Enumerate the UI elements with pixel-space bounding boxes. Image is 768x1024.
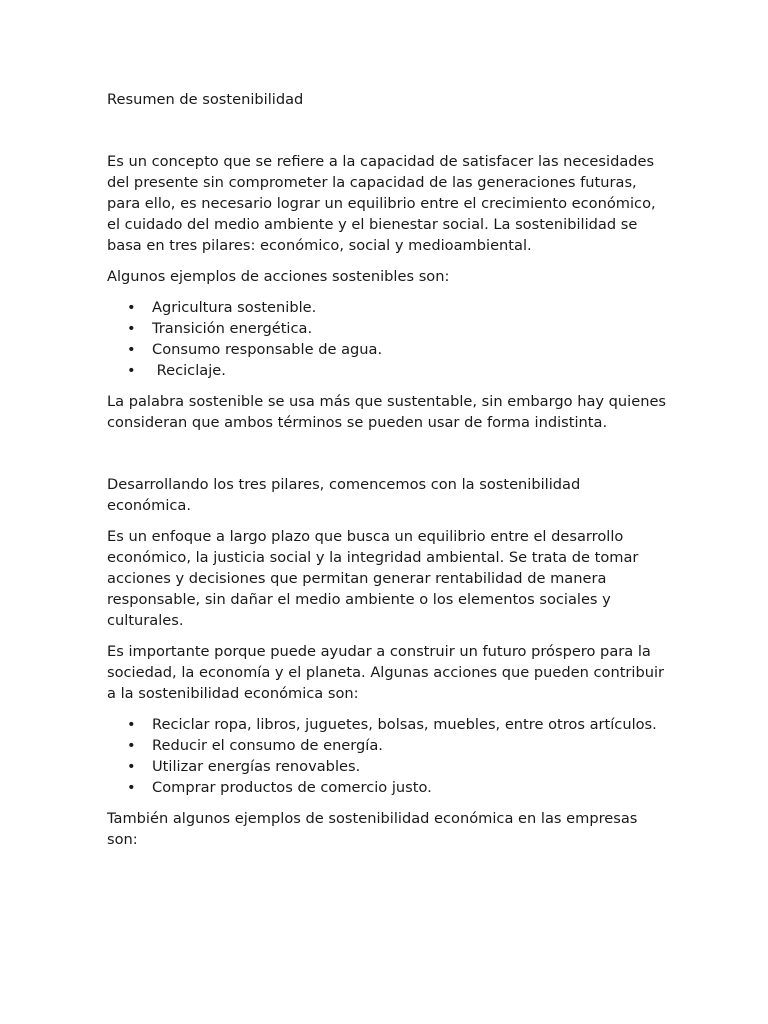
- document-page: [107, 89, 667, 860]
- bullet-icon: •: [127, 737, 136, 754]
- list-item: [107, 714, 667, 735]
- list-item: [107, 777, 667, 798]
- list-item: [107, 339, 667, 360]
- list-item: [107, 756, 667, 777]
- bullet-icon: •: [127, 362, 136, 379]
- examples-list: [107, 297, 667, 381]
- list-item-text: Consumo responsable de agua.: [152, 341, 383, 358]
- spacer: [107, 110, 667, 151]
- bullet-icon: •: [127, 299, 136, 316]
- pillars-intro: Desarrollando los tres pilares, comencemos con la sostenibilidad económica.: [107, 476, 581, 514]
- spacer: [107, 443, 667, 474]
- bullet-icon: •: [127, 320, 136, 337]
- economic-definition-paragraph: Es un enfoque a largo plazo que busca un equilibrio entre el desarrollo económico, la justicia social y la integridad ambiental. Se trata de tomar acciones y decisiones que permitan generar rentabilidad de manera responsable, sin dañar el medio ambiente o los elementos sociales y culturales.: [107, 528, 639, 629]
- document-title: Resumen de sostenibilidad: [107, 91, 304, 108]
- bullet-icon: •: [127, 341, 136, 358]
- business-examples-intro: También algunos ejemplos de sostenibilidad económica en las empresas son:: [107, 810, 638, 848]
- bullet-icon: •: [127, 758, 136, 775]
- economic-actions-list: [107, 714, 667, 798]
- list-item-text: Transición energética.: [152, 320, 313, 337]
- list-item-text: Utilizar energías renovables.: [152, 758, 361, 775]
- list-item: [107, 297, 667, 318]
- list-item: [107, 318, 667, 339]
- list-item: [107, 360, 667, 381]
- list-item-text: Reducir el consumo de energía.: [152, 737, 383, 754]
- list-item-text: Reciclaje.: [152, 362, 226, 379]
- importance-paragraph: Es importante porque puede ayudar a construir un futuro próspero para la sociedad, la economía y el planeta. Algunas acciones que pueden contribuir a la sostenibilidad económica son:: [107, 643, 665, 702]
- bullet-icon: •: [127, 716, 136, 733]
- list-item-text: Agricultura sostenible.: [152, 299, 317, 316]
- bullet-icon: •: [127, 779, 136, 796]
- sustainable-paragraph: La palabra sostenible se usa más que sustentable, sin embargo hay quienes consideran que ambos términos se pueden usar de forma indistinta.: [107, 393, 667, 431]
- intro-paragraph: Es un concepto que se refiere a la capacidad de satisfacer las necesidades del presente sin comprometer la capacidad de las generaciones futuras, para ello, es necesario lograr un equilibrio entre el crecimiento económico, el cuidado del medio ambiente y el bienestar social. La sostenibilidad se basa en tres pilares: económico, social y medioambiental.: [107, 153, 656, 254]
- list-item: [107, 735, 667, 756]
- examples-intro: Algunos ejemplos de acciones sostenibles son:: [107, 268, 450, 285]
- list-item-text: Comprar productos de comercio justo.: [152, 779, 432, 796]
- list-item-text: Reciclar ropa, libros, juguetes, bolsas, muebles, entre otros artículos.: [152, 716, 657, 733]
